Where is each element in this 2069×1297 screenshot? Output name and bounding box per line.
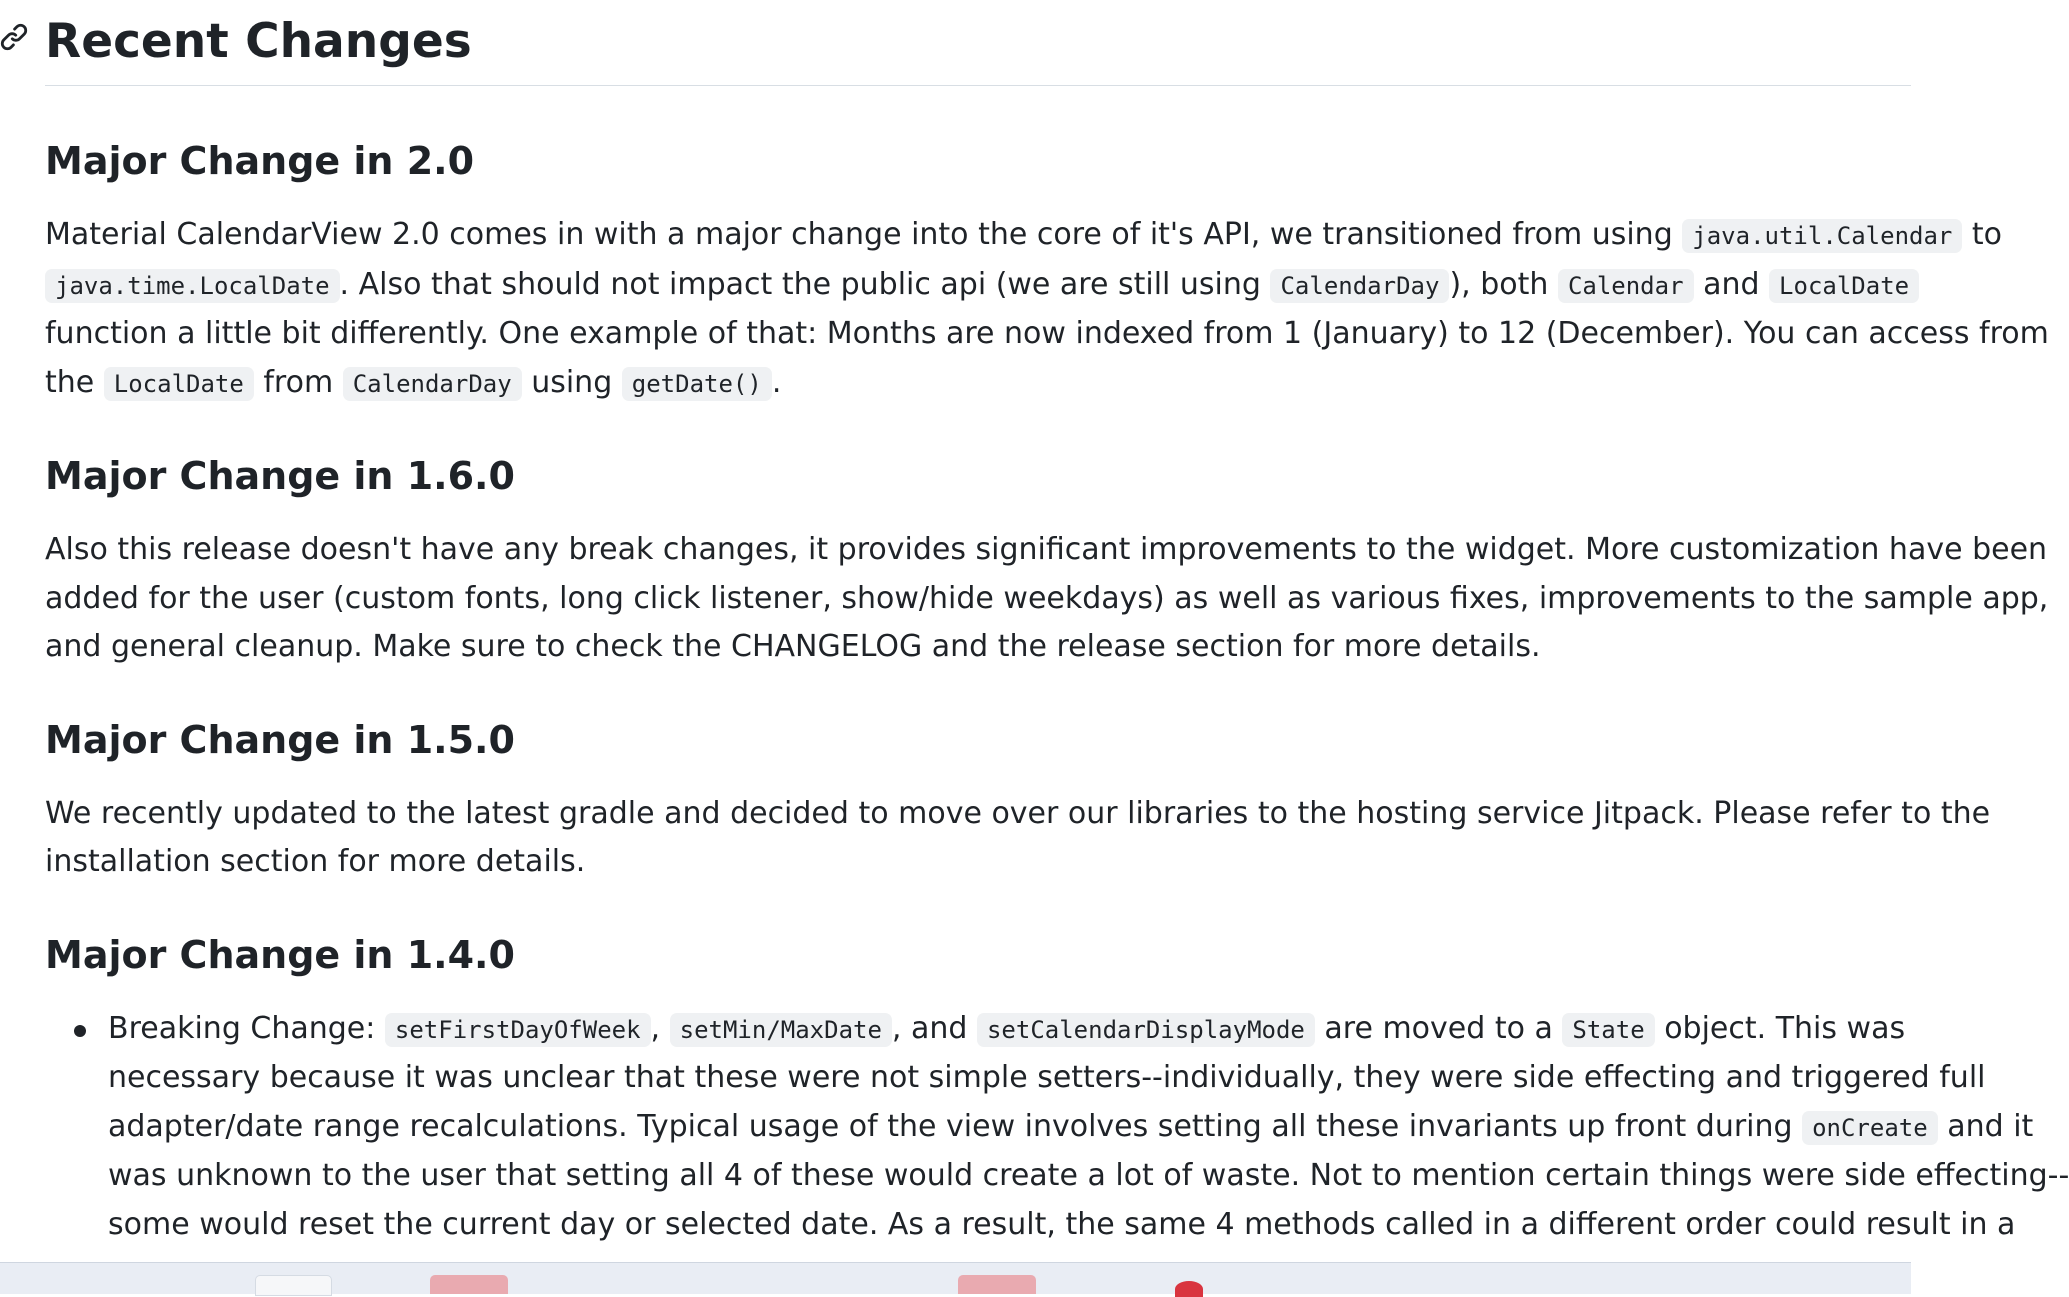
page-title: Recent Changes: [45, 14, 472, 69]
text: from: [253, 364, 343, 400]
section-1-5-0: [45, 710, 1991, 887]
list-item: [108, 1005, 2069, 1250]
paragraph-line: installation section for more details.: [45, 844, 586, 879]
readme-article: [45, 0, 2069, 1249]
text: adapter/date range recalculations. Typical usage of the view involves setting all these invariants up front during: [108, 1108, 1803, 1144]
paragraph-line: [45, 359, 1925, 409]
inline-code: setMin/MaxDate: [670, 1013, 892, 1047]
inline-code: State: [1562, 1013, 1654, 1047]
text: ,: [650, 1010, 670, 1046]
list-line: [108, 1103, 2034, 1153]
inline-code: LocalDate: [104, 367, 254, 401]
text: and it: [1937, 1108, 2034, 1144]
recent-changes-header: [45, 0, 1911, 86]
inline-code: LocalDate: [1769, 269, 1919, 303]
inline-code: java.time.LocalDate: [45, 269, 340, 303]
paragraph-line: We recently updated to the latest gradle and decided to move over our libraries to the hosting service Jitpack. Please refer to the: [45, 795, 1991, 831]
list-line: some would reset the current day or selected date. As a result, the same 4 methods called in a different order could result in a: [108, 1206, 2016, 1242]
link-icon[interactable]: [0, 22, 29, 52]
inline-code: CalendarDay: [1270, 269, 1449, 303]
section-title: Major Change in 1.6.0: [45, 454, 515, 498]
taskbar-app-icon[interactable]: [958, 1275, 1036, 1294]
text: the: [45, 364, 104, 400]
paragraph-line: [45, 261, 1925, 311]
paragraph-line: added for the user (custom fonts, long click listener, show/hide weekdays) as well as various fixes, improvements to the sample app,: [45, 580, 2049, 616]
text: using: [521, 364, 622, 400]
section-title: Major Change in 2.0: [45, 139, 475, 183]
list-line: [108, 1005, 1925, 1055]
taskbar-app-icon[interactable]: [255, 1275, 332, 1296]
section-2-0: [45, 131, 2049, 408]
inline-code: java.util.Calendar: [1682, 219, 1962, 253]
text: to: [1962, 217, 2003, 252]
text: . Also that should not impact the public api (we are still using: [339, 266, 1271, 302]
section-1-4-0: [45, 925, 2069, 1250]
bullet-icon: [74, 1025, 86, 1037]
taskbar: [0, 1262, 1911, 1294]
inline-code: setCalendarDisplayMode: [977, 1013, 1315, 1047]
inline-code: onCreate: [1802, 1111, 1938, 1145]
text: object. This was: [1654, 1010, 1906, 1046]
text: , and: [891, 1010, 977, 1046]
text: Breaking Change:: [108, 1010, 385, 1046]
text: .: [771, 364, 782, 400]
taskbar-app-icon[interactable]: [1175, 1281, 1203, 1297]
inline-code: Calendar: [1558, 269, 1694, 303]
paragraph-line: [45, 211, 2003, 261]
taskbar-app-icon[interactable]: [430, 1275, 508, 1294]
section-title: Major Change in 1.4.0: [45, 932, 515, 977]
inline-code: getDate(): [622, 367, 772, 401]
list-line: necessary because it was unclear that these were not simple setters--individually, they were side effecting and triggered full: [108, 1060, 1986, 1095]
section-title: Major Change in 1.5.0: [45, 717, 515, 762]
text: are moved to a: [1314, 1010, 1563, 1046]
section-1-6-0: [45, 446, 2049, 672]
paragraph-line: and general cleanup. Make sure to check the CHANGELOG and the release section for more details.: [45, 629, 1541, 664]
paragraph-line: function a little bit differently. One example of that: Months are now indexed from 1 (January) to 12 (December). You can access from: [45, 316, 2049, 351]
text: and: [1693, 266, 1770, 302]
change-list: [45, 1005, 2069, 1250]
text: Material CalendarView 2.0 comes in with a major change into the core of it's API, we transitioned from using: [45, 217, 1683, 252]
inline-code: setFirstDayOfWeek: [385, 1013, 651, 1047]
paragraph-line: Also this release doesn't have any break changes, it provides significant improvements to the widget. More customization have been: [45, 532, 2048, 567]
text: ), both: [1449, 266, 1558, 302]
inline-code: CalendarDay: [343, 367, 522, 401]
list-line: was unknown to the user that setting all 4 of these would create a lot of waste. Not to mention certain things were side effecting--: [108, 1158, 2069, 1193]
